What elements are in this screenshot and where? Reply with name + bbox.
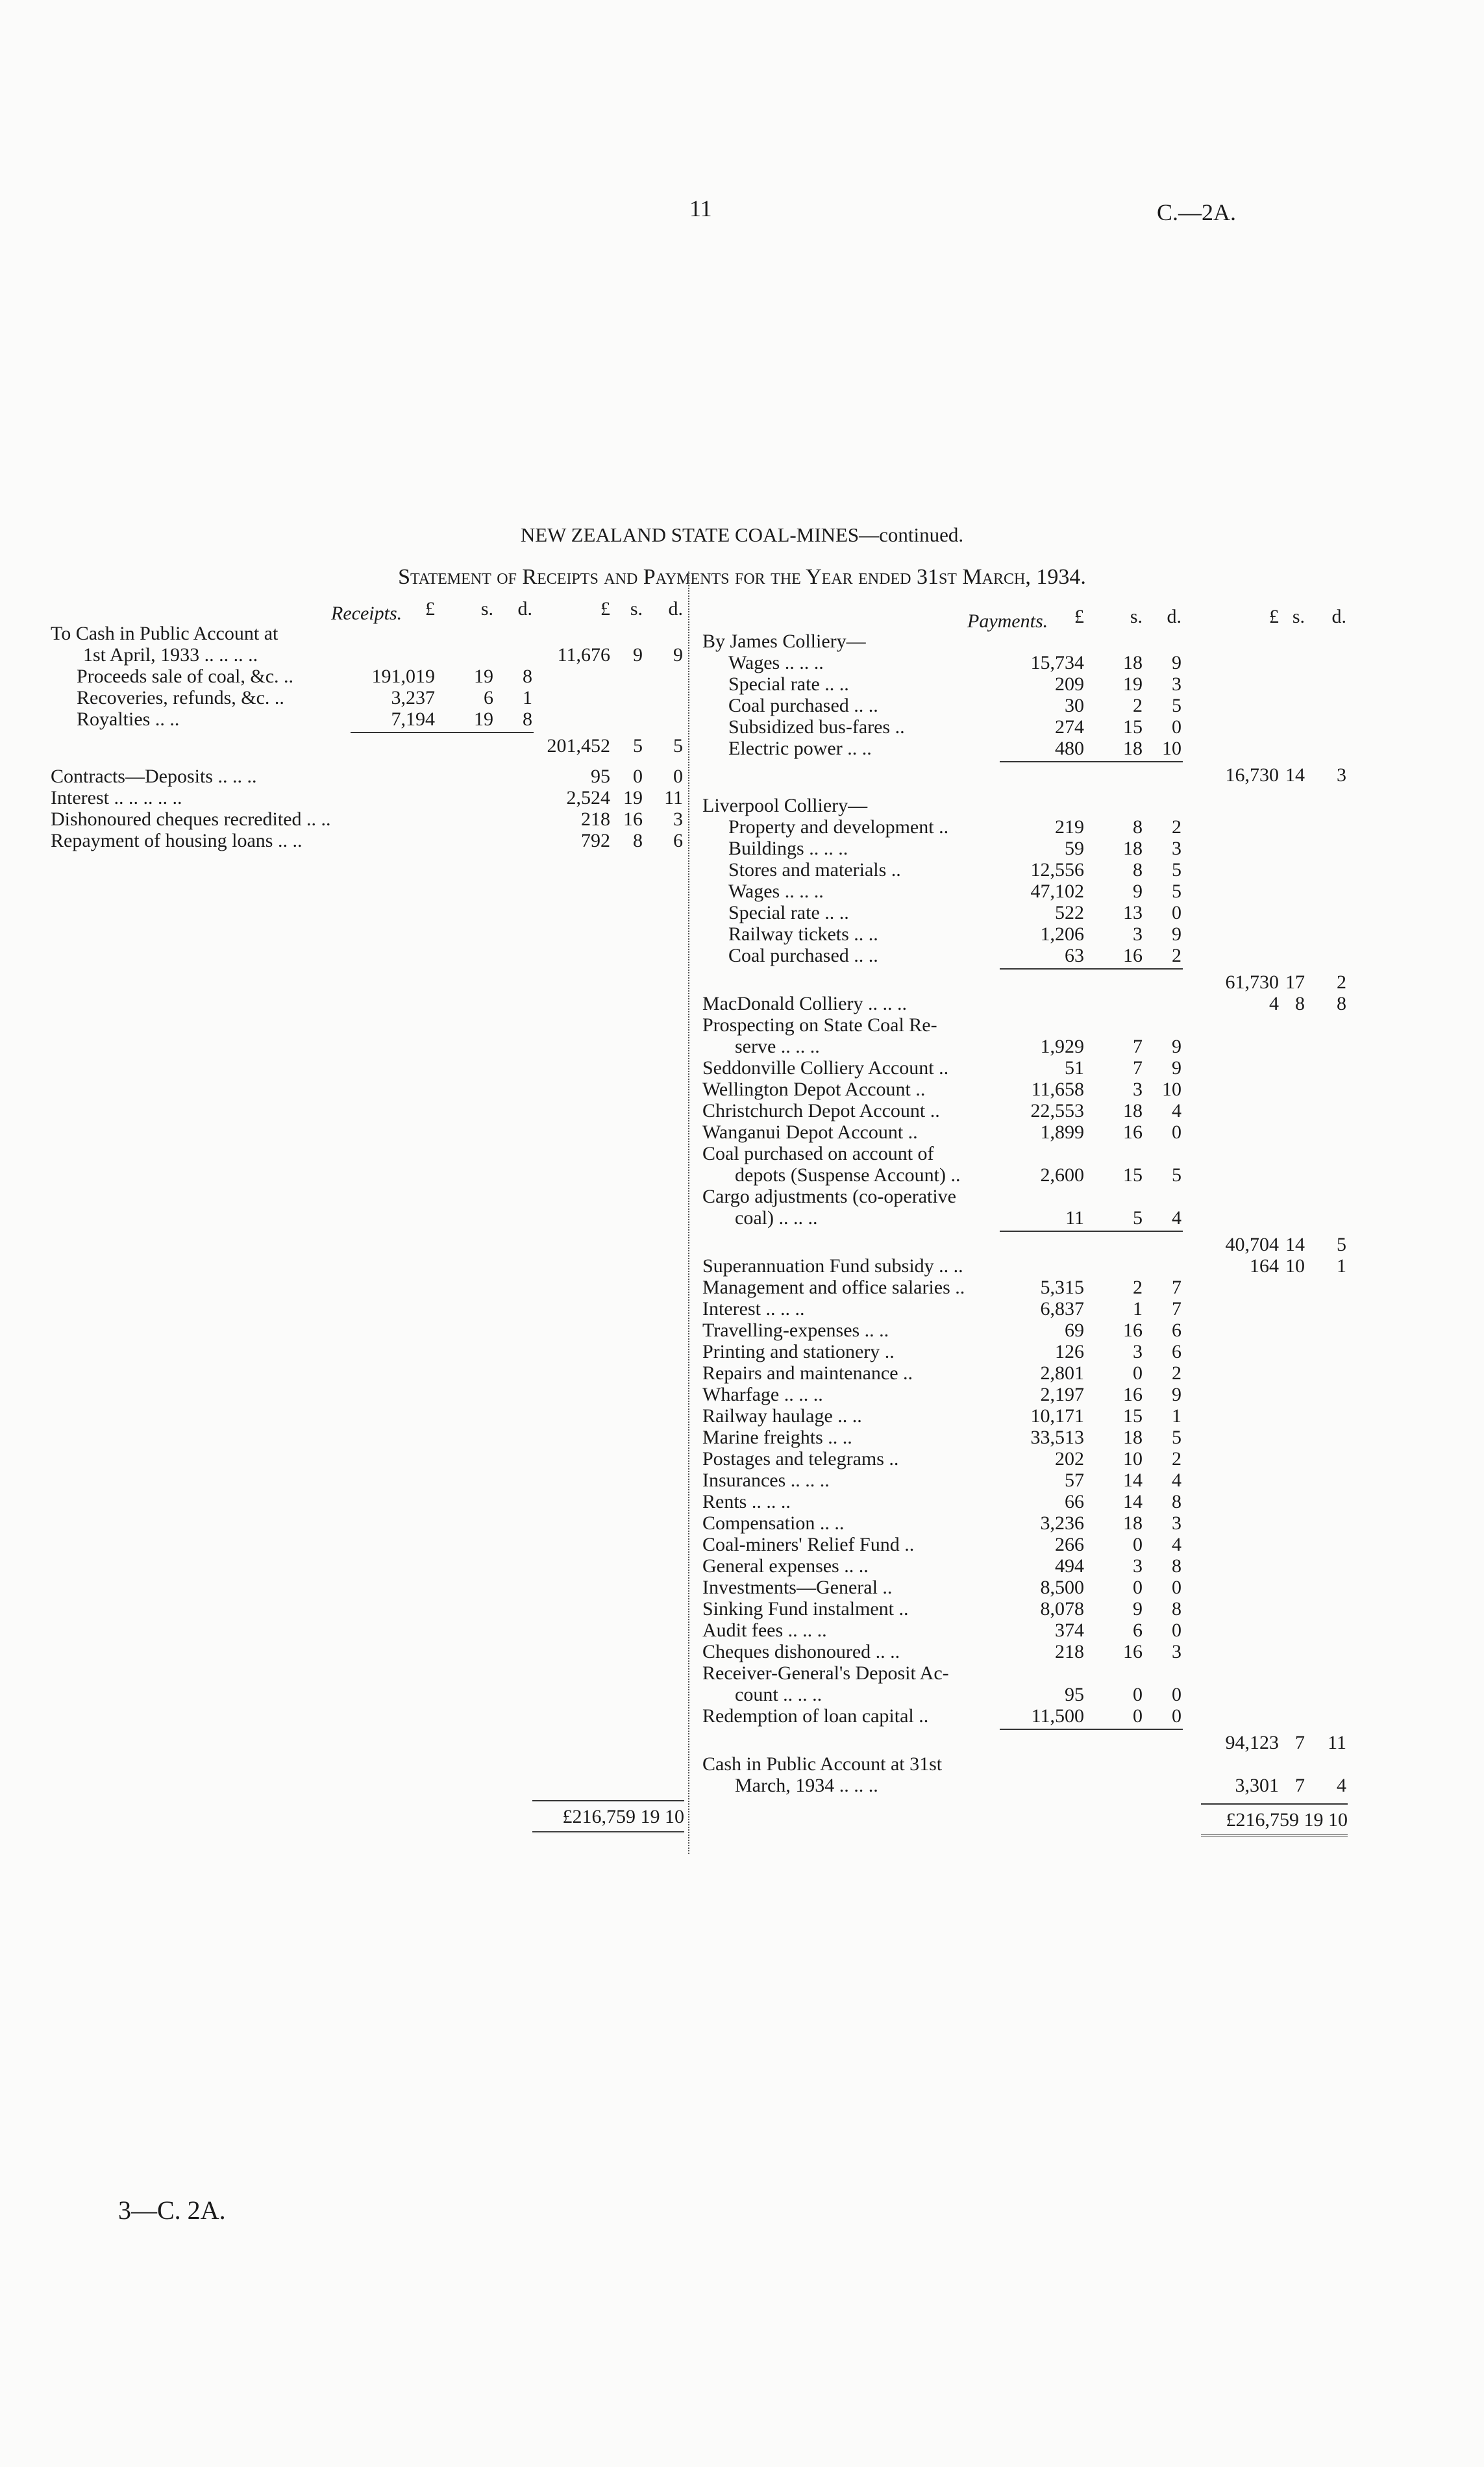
- amount-pounds: 10,171: [1030, 1405, 1084, 1427]
- page-number: 11: [689, 195, 712, 221]
- amount-pounds: 12,556: [1030, 859, 1084, 881]
- amount-pence: 5: [1337, 1234, 1346, 1255]
- amount-pounds: 7,194: [391, 708, 435, 730]
- total-rule: [532, 1800, 684, 1801]
- amount-pence: 6: [1172, 1320, 1181, 1341]
- amount-pounds: 11: [1065, 1207, 1084, 1229]
- amount-pounds: 95: [591, 766, 610, 787]
- amount-shillings: 16: [1123, 1320, 1143, 1341]
- amount-shillings: 9: [1133, 1598, 1143, 1620]
- line-label: MacDonald Colliery .. .. ..: [702, 993, 907, 1014]
- line-label: Electric power .. ..: [728, 738, 872, 759]
- line-label: Dishonoured cheques recredited .. ..: [51, 808, 331, 830]
- amount-pounds: 480: [1055, 738, 1084, 759]
- subtotal-rule: [1000, 968, 1183, 970]
- amount-pence: 9: [1172, 1057, 1181, 1079]
- amount-pounds: 2,801: [1040, 1362, 1084, 1384]
- line-label: Wages .. .. ..: [728, 652, 824, 673]
- amount-pence: 8: [1172, 1555, 1181, 1577]
- amount-pounds: 57: [1065, 1470, 1084, 1491]
- amount-pounds: 219: [1055, 816, 1084, 838]
- amount-pounds: 202: [1055, 1448, 1084, 1470]
- amount-pence: 6: [1172, 1341, 1181, 1362]
- line-label: Railway haulage .. ..: [702, 1405, 862, 1427]
- column-divider: [688, 571, 689, 1854]
- amount-pounds: 5,315: [1040, 1277, 1084, 1298]
- amount-pence: 8: [1172, 1598, 1181, 1620]
- amount-pence: 9: [1172, 652, 1181, 673]
- amount-pence: 3: [1337, 764, 1346, 786]
- amount-pounds: 95: [1065, 1684, 1084, 1705]
- amount-shillings: 5: [633, 735, 643, 757]
- amount-shillings: 2: [1133, 1277, 1143, 1298]
- line-label: Wharfage .. .. ..: [702, 1384, 823, 1405]
- amount-pence: 0: [1172, 716, 1181, 738]
- amount-pence: 8: [523, 708, 532, 730]
- amount-pounds: 2,197: [1040, 1384, 1084, 1405]
- amount-pence: 0: [1172, 1121, 1181, 1143]
- amount-shillings: 8: [1133, 859, 1143, 881]
- line-label: Postages and telegrams ..: [702, 1448, 899, 1470]
- line-label: Marine freights .. ..: [702, 1427, 852, 1448]
- column-header-shillings: s.: [1292, 606, 1305, 627]
- line-label: Audit fees .. .. ..: [702, 1620, 827, 1641]
- amount-shillings: 19: [623, 787, 643, 808]
- amount-pence: 9: [1172, 923, 1181, 945]
- line-label: Investments—General ..: [702, 1577, 893, 1598]
- line-label: Cargo adjustments (co-operative: [702, 1186, 956, 1207]
- amount-pence: 1: [523, 687, 532, 708]
- amount-pounds: 201,452: [547, 735, 610, 757]
- line-label: Liverpool Colliery—: [702, 795, 868, 816]
- amount-shillings: 0: [1133, 1684, 1143, 1705]
- amount-pounds: 22,553: [1030, 1100, 1084, 1121]
- line-label-continued: 1st April, 1933 .. .. .. ..: [83, 644, 258, 666]
- line-label-continued: serve .. .. ..: [735, 1036, 820, 1057]
- line-label: Coal purchased .. ..: [728, 945, 878, 966]
- amount-shillings: 16: [1123, 945, 1143, 966]
- amount-shillings: 15: [1123, 1405, 1143, 1427]
- amount-pounds: 51: [1065, 1057, 1084, 1079]
- line-label: Wellington Depot Account ..: [702, 1079, 926, 1100]
- amount-pence: 3: [1172, 673, 1181, 695]
- line-label: Coal purchased on account of: [702, 1143, 934, 1164]
- column-header-pounds: £: [425, 598, 435, 620]
- line-label: Railway tickets .. ..: [728, 923, 878, 945]
- amount-pence: 11: [664, 787, 683, 808]
- amount-shillings: 10: [1285, 1255, 1305, 1277]
- amount-pounds: 3,237: [391, 687, 435, 708]
- amount-pounds: 15,734: [1030, 652, 1084, 673]
- amount-shillings: 10: [1123, 1448, 1143, 1470]
- amount-shillings: 16: [1123, 1641, 1143, 1662]
- amount-shillings: 17: [1285, 971, 1305, 993]
- amount-pence: 0: [1172, 1577, 1181, 1598]
- line-label: Contracts—Deposits .. .. ..: [51, 766, 257, 787]
- amount-pence: 9: [1172, 1384, 1181, 1405]
- amount-pounds: 61,730: [1225, 971, 1279, 993]
- amount-pounds: 11,658: [1031, 1079, 1084, 1100]
- column-header-pence: d.: [1167, 606, 1181, 627]
- amount-pence: 4: [1172, 1100, 1181, 1121]
- line-label: Insurances .. .. ..: [702, 1470, 830, 1491]
- amount-shillings: 0: [1133, 1705, 1143, 1727]
- amount-shillings: 0: [1133, 1362, 1143, 1384]
- column-header-shillings: s.: [1130, 606, 1143, 627]
- amount-pounds: 1,899: [1040, 1121, 1084, 1143]
- amount-shillings: 18: [1123, 1100, 1143, 1121]
- amount-shillings: 19: [474, 708, 493, 730]
- amount-pounds: 164: [1250, 1255, 1279, 1277]
- amount-shillings: 15: [1123, 1164, 1143, 1186]
- line-label: Property and development ..: [728, 816, 949, 838]
- line-label: Rents .. .. ..: [702, 1491, 791, 1512]
- line-label: By James Colliery—: [702, 631, 866, 652]
- amount-shillings: 3: [1133, 1079, 1143, 1100]
- amount-shillings: 3: [1133, 1341, 1143, 1362]
- line-label: General expenses .. ..: [702, 1555, 869, 1577]
- line-label: Royalties .. ..: [77, 708, 180, 730]
- amount-pounds: 11,500: [1031, 1705, 1084, 1727]
- amount-shillings: 14: [1123, 1470, 1143, 1491]
- amount-pence: 8: [1337, 993, 1346, 1014]
- amount-pounds: 274: [1055, 716, 1084, 738]
- column-header-shillings: s.: [480, 598, 493, 620]
- amount-pence: 9: [673, 644, 683, 666]
- line-label: Seddonville Colliery Account ..: [702, 1057, 949, 1079]
- page-subtitle: Statement of Receipts and Payments for the Year ended 31st March, 1934.: [398, 565, 1086, 589]
- amount-pence: 0: [1172, 902, 1181, 923]
- amount-pence: 0: [1172, 1684, 1181, 1705]
- amount-shillings: 18: [1123, 838, 1143, 859]
- amount-pence: 2: [1172, 816, 1181, 838]
- amount-pence: 7: [1172, 1298, 1181, 1320]
- line-label: Recoveries, refunds, &c. ..: [77, 687, 284, 708]
- total-double-rule: [1201, 1835, 1348, 1839]
- line-label: Cash in Public Account at 31st: [702, 1753, 943, 1775]
- amount-pence: 1: [1172, 1405, 1181, 1427]
- amount-pence: 5: [673, 735, 683, 757]
- amount-pounds: 59: [1065, 838, 1084, 859]
- amount-shillings: 7: [1295, 1732, 1305, 1753]
- amount-pounds: 218: [1055, 1641, 1084, 1662]
- amount-pence: 3: [1172, 1512, 1181, 1534]
- amount-pence: 9: [1172, 1036, 1181, 1057]
- subtotal-rule: [1000, 1729, 1183, 1730]
- amount-pounds: 374: [1055, 1620, 1084, 1641]
- receipts-heading: Receipts.: [331, 603, 402, 624]
- amount-pounds: 2,524: [566, 787, 610, 808]
- total-rule: [1201, 1803, 1348, 1805]
- line-label: Interest .. .. .. .. ..: [51, 787, 182, 808]
- amount-pounds: 47,102: [1030, 881, 1084, 902]
- amount-shillings: 18: [1123, 1427, 1143, 1448]
- amount-pounds: 266: [1055, 1534, 1084, 1555]
- column-header-pence: d.: [668, 598, 683, 620]
- amount-pence: 2: [1172, 1362, 1181, 1384]
- line-label: Interest .. .. ..: [702, 1298, 805, 1320]
- amount-shillings: 16: [623, 808, 643, 830]
- amount-pounds: 16,730: [1225, 764, 1279, 786]
- amount-pence: 10: [1162, 738, 1181, 759]
- amount-shillings: 7: [1133, 1057, 1143, 1079]
- amount-shillings: 3: [1133, 923, 1143, 945]
- amount-pounds: 209: [1055, 673, 1084, 695]
- column-header-pounds: £: [1269, 606, 1279, 627]
- amount-shillings: 3: [1133, 1555, 1143, 1577]
- amount-pence: 3: [1172, 838, 1181, 859]
- document-reference: C.—2A.: [1157, 199, 1237, 225]
- amount-pounds: 8,078: [1040, 1598, 1084, 1620]
- amount-pounds: 522: [1055, 902, 1084, 923]
- amount-pounds: 3,236: [1040, 1512, 1084, 1534]
- amount-pounds: 63: [1065, 945, 1084, 966]
- amount-pence: 3: [1172, 1641, 1181, 1662]
- amount-pounds: 69: [1065, 1320, 1084, 1341]
- amount-pounds: 494: [1055, 1555, 1084, 1577]
- line-label-continued: count .. .. ..: [735, 1684, 822, 1705]
- line-label: Compensation .. ..: [702, 1512, 845, 1534]
- amount-shillings: 7: [1133, 1036, 1143, 1057]
- line-label: Repayment of housing loans .. ..: [51, 830, 303, 851]
- amount-pence: 4: [1172, 1470, 1181, 1491]
- grand-total: £216,759 19 10: [562, 1806, 684, 1827]
- amount-pounds: 1,206: [1040, 923, 1084, 945]
- amount-shillings: 1: [1133, 1298, 1143, 1320]
- column-header-pounds: £: [1074, 606, 1084, 627]
- line-label: To Cash in Public Account at: [51, 623, 278, 644]
- amount-pounds: 792: [581, 830, 610, 851]
- amount-pounds: 66: [1065, 1491, 1084, 1512]
- amount-pence: 2: [1337, 971, 1346, 993]
- amount-pence: 5: [1172, 695, 1181, 716]
- line-label: Sinking Fund instalment ..: [702, 1598, 909, 1620]
- amount-pence: 4: [1172, 1207, 1181, 1229]
- line-label: Coal purchased .. ..: [728, 695, 878, 716]
- amount-pence: 11: [1328, 1732, 1346, 1753]
- amount-shillings: 7: [1295, 1775, 1305, 1796]
- payments-heading: Payments.: [967, 610, 1048, 632]
- amount-shillings: 18: [1123, 652, 1143, 673]
- line-label: Wanganui Depot Account ..: [702, 1121, 918, 1143]
- amount-pence: 5: [1172, 859, 1181, 881]
- amount-shillings: 9: [633, 644, 643, 666]
- amount-shillings: 6: [1133, 1620, 1143, 1641]
- line-label: Repairs and maintenance ..: [702, 1362, 913, 1384]
- line-label-continued: March, 1934 .. .. ..: [735, 1775, 878, 1796]
- column-header-pence: d.: [517, 598, 532, 620]
- grand-total: £216,759 19 10: [1226, 1809, 1348, 1831]
- amount-pounds: 1,929: [1040, 1036, 1084, 1057]
- amount-pence: 8: [1172, 1491, 1181, 1512]
- line-label: Redemption of loan capital ..: [702, 1705, 929, 1727]
- amount-shillings: 9: [1133, 881, 1143, 902]
- amount-pounds: 33,513: [1030, 1427, 1084, 1448]
- amount-pence: 7: [1172, 1277, 1181, 1298]
- amount-shillings: 16: [1123, 1384, 1143, 1405]
- line-label: Special rate .. ..: [728, 902, 849, 923]
- line-label-continued: depots (Suspense Account) ..: [735, 1164, 961, 1186]
- amount-pounds: 6,837: [1040, 1298, 1084, 1320]
- total-double-rule: [532, 1831, 684, 1836]
- amount-pounds: 8,500: [1040, 1577, 1084, 1598]
- amount-shillings: 14: [1123, 1491, 1143, 1512]
- line-label: Printing and stationery ..: [702, 1341, 895, 1362]
- amount-shillings: 19: [474, 666, 493, 687]
- amount-shillings: 16: [1123, 1121, 1143, 1143]
- amount-pence: 6: [673, 830, 683, 851]
- amount-pence: 2: [1172, 1448, 1181, 1470]
- amount-pence: 5: [1172, 1427, 1181, 1448]
- column-header-pence: d.: [1331, 606, 1346, 627]
- amount-pence: 5: [1172, 1164, 1181, 1186]
- amount-pounds: 40,704: [1225, 1234, 1279, 1255]
- amount-shillings: 8: [1295, 993, 1305, 1014]
- line-label-continued: coal) .. .. ..: [735, 1207, 818, 1229]
- line-label: Special rate .. ..: [728, 673, 849, 695]
- line-label: Management and office salaries ..: [702, 1277, 965, 1298]
- amount-shillings: 14: [1285, 1234, 1305, 1255]
- amount-pounds: 11,676: [557, 644, 610, 666]
- amount-pounds: 4: [1269, 993, 1279, 1014]
- amount-pounds: 126: [1055, 1341, 1084, 1362]
- amount-pence: 5: [1172, 881, 1181, 902]
- line-label: Proceeds sale of coal, &c. ..: [77, 666, 294, 687]
- amount-pence: 0: [1172, 1620, 1181, 1641]
- amount-shillings: 0: [1133, 1534, 1143, 1555]
- line-label: Stores and materials ..: [728, 859, 901, 881]
- amount-pence: 1: [1337, 1255, 1346, 1277]
- amount-shillings: 18: [1123, 1512, 1143, 1534]
- subtotal-rule: [1000, 761, 1183, 762]
- amount-shillings: 6: [484, 687, 493, 708]
- amount-shillings: 5: [1133, 1207, 1143, 1229]
- column-header-pounds: £: [600, 598, 610, 620]
- amount-pence: 4: [1337, 1775, 1346, 1796]
- amount-pence: 2: [1172, 945, 1181, 966]
- amount-shillings: 15: [1123, 716, 1143, 738]
- amount-shillings: 2: [1133, 695, 1143, 716]
- amount-pounds: 191,019: [371, 666, 435, 687]
- line-label: Buildings .. .. ..: [728, 838, 848, 859]
- line-label: Superannuation Fund subsidy .. ..: [702, 1255, 963, 1277]
- line-label: Christchurch Depot Account ..: [702, 1100, 940, 1121]
- subtotal-rule: [351, 732, 534, 733]
- amount-pence: 10: [1162, 1079, 1181, 1100]
- amount-pence: 0: [673, 766, 683, 787]
- amount-pounds: 3,301: [1235, 1775, 1279, 1796]
- page-footer: 3—C. 2A.: [118, 2196, 226, 2225]
- line-label: Subsidized bus-fares ..: [728, 716, 905, 738]
- line-label: Travelling-expenses .. ..: [702, 1320, 889, 1341]
- page-title: NEW ZEALAND STATE COAL-MINES—continued.: [520, 523, 964, 546]
- amount-pence: 0: [1172, 1705, 1181, 1727]
- amount-shillings: 0: [1133, 1577, 1143, 1598]
- subtotal-rule: [1000, 1231, 1183, 1232]
- line-label: Cheques dishonoured .. ..: [702, 1641, 900, 1662]
- amount-pence: 4: [1172, 1534, 1181, 1555]
- amount-pence: 3: [673, 808, 683, 830]
- amount-pounds: 94,123: [1225, 1732, 1279, 1753]
- column-header-shillings: s.: [630, 598, 643, 620]
- amount-shillings: 13: [1123, 902, 1143, 923]
- line-label: Receiver-General's Deposit Ac-: [702, 1662, 949, 1684]
- line-label: Prospecting on State Coal Re-: [702, 1014, 937, 1036]
- amount-shillings: 8: [1133, 816, 1143, 838]
- amount-pounds: 30: [1065, 695, 1084, 716]
- amount-shillings: 14: [1285, 764, 1305, 786]
- line-label: Wages .. .. ..: [728, 881, 824, 902]
- amount-pounds: 218: [581, 808, 610, 830]
- amount-pence: 8: [523, 666, 532, 687]
- amount-shillings: 19: [1123, 673, 1143, 695]
- amount-shillings: 0: [633, 766, 643, 787]
- amount-shillings: 18: [1123, 738, 1143, 759]
- amount-pounds: 2,600: [1040, 1164, 1084, 1186]
- line-label: Coal-miners' Relief Fund ..: [702, 1534, 915, 1555]
- amount-shillings: 8: [633, 830, 643, 851]
